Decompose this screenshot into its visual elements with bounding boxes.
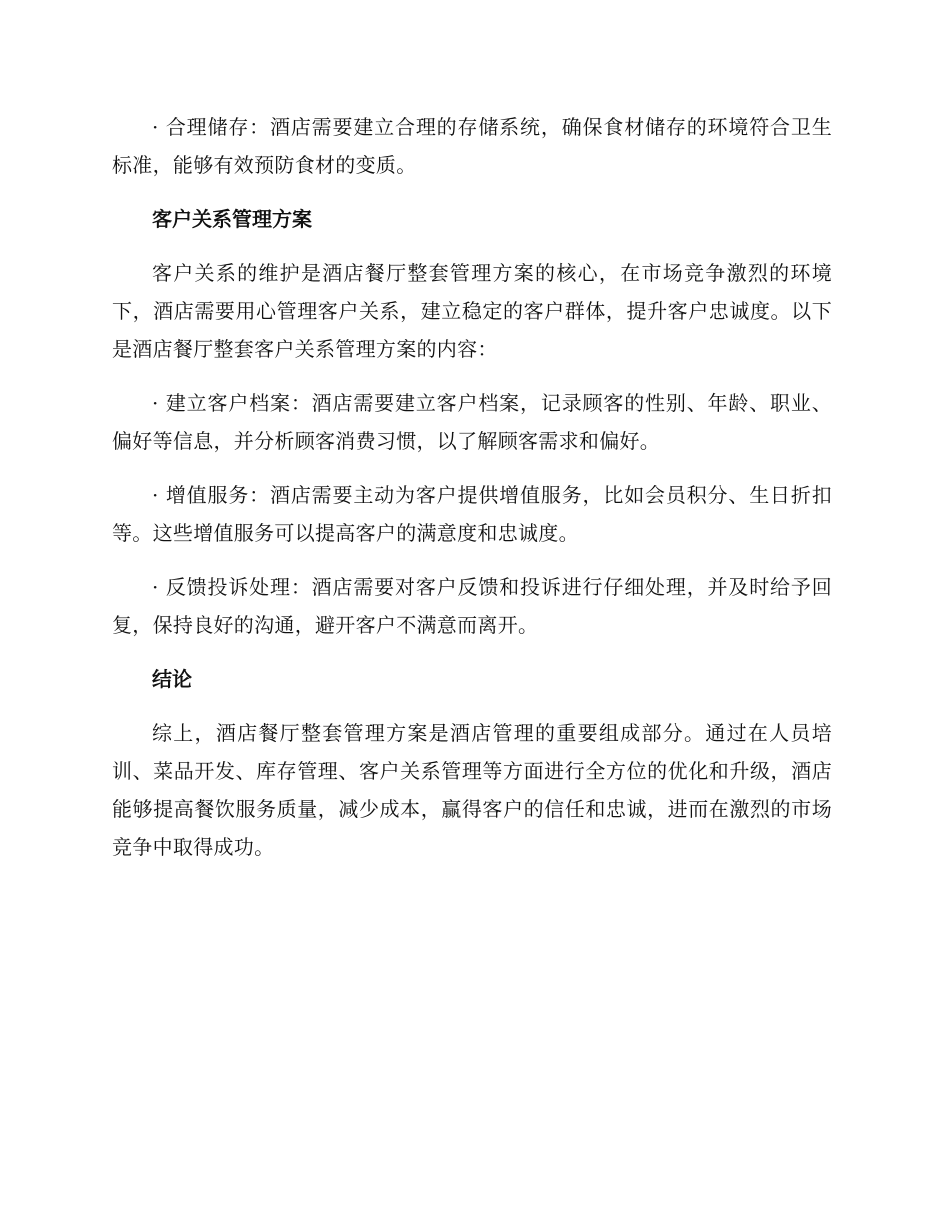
paragraph-crm-intro: 客户关系的维护是酒店餐厅整套管理方案的核心，在市场竞争激烈的环境下，酒店需要用心管理客户关系，建立稳定的客户群体，提升客户忠诚度。以下是酒店餐厅整套客户关系管理方案的内容：	[112, 261, 832, 361]
section-heading-conclusion: 结论	[152, 667, 192, 691]
paragraph-conclusion: 综上，酒店餐厅整套管理方案是酒店管理的重要组成部分。通过在人员培训、菜品开发、库存管理、客户关系管理等方面进行全方位的优化和升级，酒店能够提高餐饮服务质量，减少成本，赢得客户的信任和忠诚，进而在激烈的市场竞争中取得成功。	[112, 721, 832, 859]
document-page	[112, 108, 832, 882]
paragraph-storage: · 合理储存：酒店需要建立合理的存储系统，确保食材储存的环境符合卫生标准，能够有效预防食材的变质。	[112, 115, 832, 177]
paragraph-feedback-handling: · 反馈投诉处理：酒店需要对客户反馈和投诉进行仔细处理，并及时给予回复，保持良好的沟通，避开客户不满意而离开。	[112, 575, 832, 637]
paragraph-value-added-service: · 增值服务：酒店需要主动为客户提供增值服务，比如会员积分、生日折扣等。这些增值服务可以提高客户的满意度和忠诚度。	[112, 483, 832, 545]
section-heading-crm: 客户关系管理方案	[152, 207, 312, 231]
paragraph-customer-profile: · 建立客户档案：酒店需要建立客户档案，记录顾客的性别、年龄、职业、偏好等信息，并分析顾客消费习惯，以了解顾客需求和偏好。	[112, 391, 832, 453]
